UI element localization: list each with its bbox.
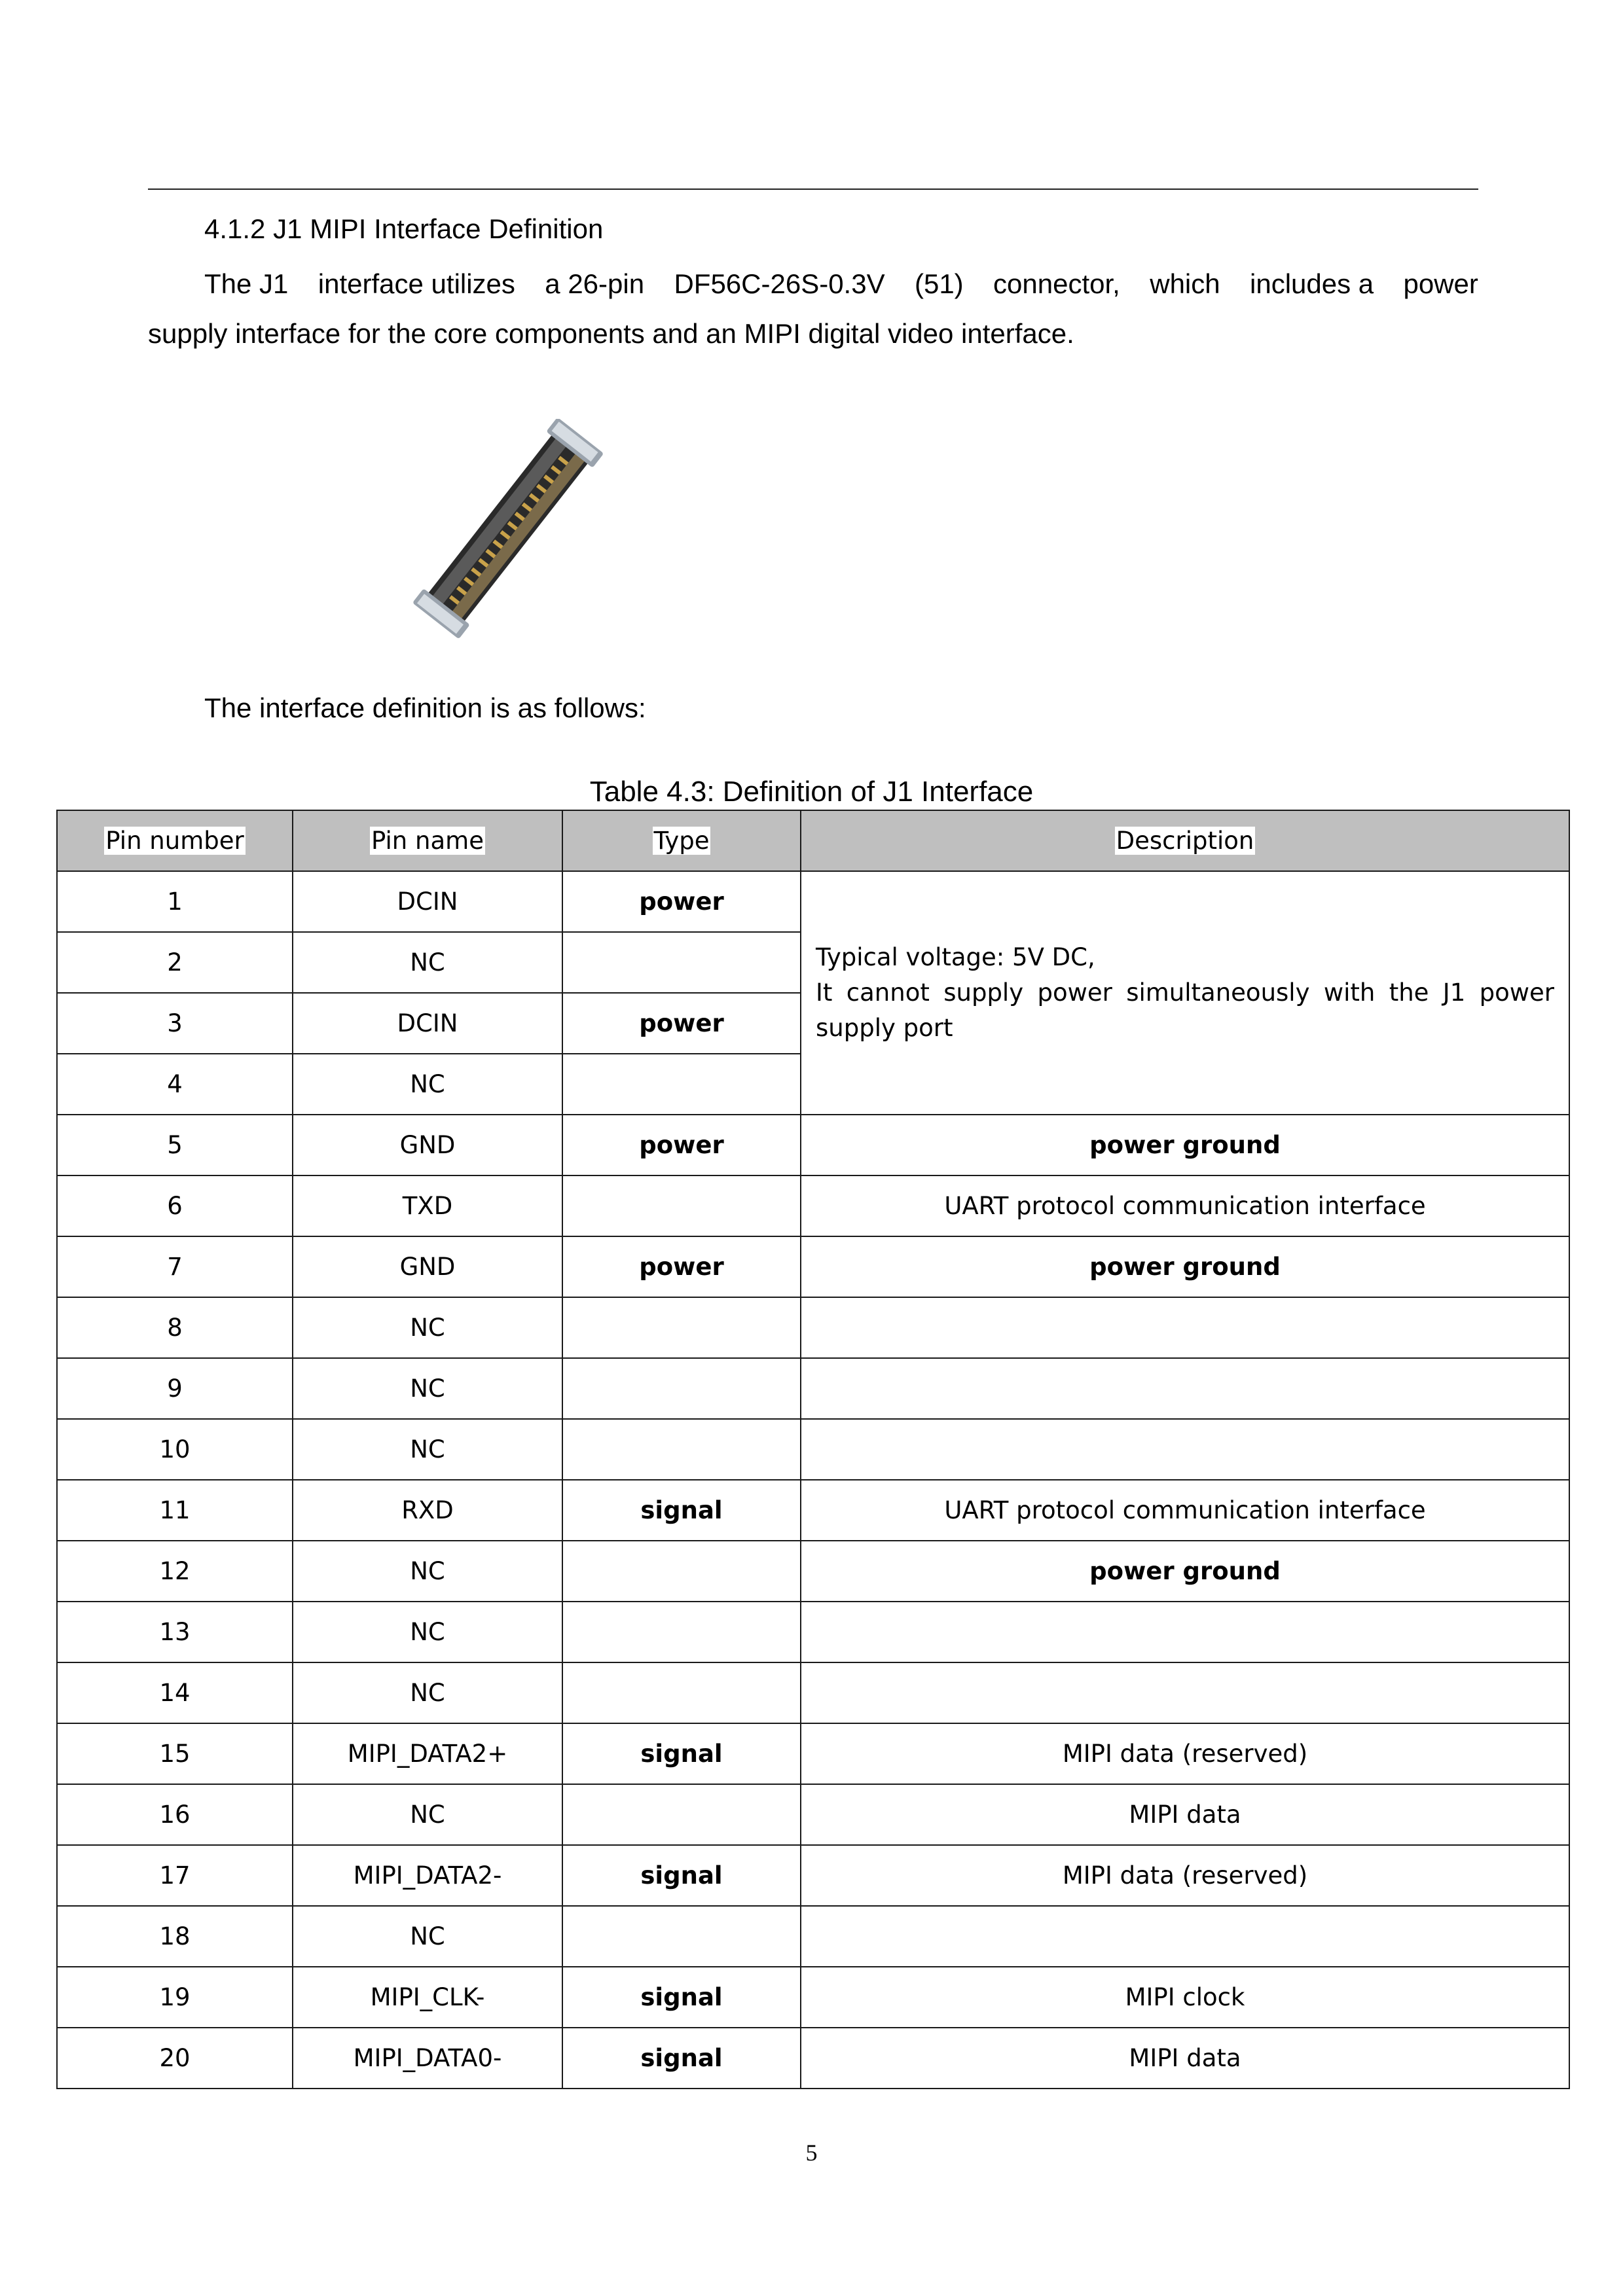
header-pin-name: Pin name [293,810,562,871]
table-row [57,2028,1569,2089]
paragraph-line-2: supply interface for the core components and an MIPI digital video interface. [148,318,1074,349]
table-body [57,871,1569,2089]
cell-type [562,1358,801,1419]
page-number: 5 [805,2140,818,2166]
table-caption: Table 4.3: Definition of J1 Interface [589,776,1034,808]
header-type: Type [562,810,801,871]
cell-description [801,1602,1569,1662]
cell-type [562,932,801,993]
cell-description: UART protocol communication interface [801,1480,1569,1541]
cell-pin-name: NC [293,1541,562,1602]
intro-paragraph [148,259,1478,359]
table-row [57,871,1569,932]
cell-pin-number: 20 [57,2028,293,2089]
cell-pin-number: 14 [57,1662,293,1723]
table-intro: The interface definition is as follows: [204,692,646,723]
cell-description: MIPI clock [801,1967,1569,2028]
cell-pin-name: NC [293,1054,562,1115]
cell-description: MIPI data (reserved) [801,1845,1569,1906]
cell-description: power ground [801,1236,1569,1297]
cell-description: UART protocol communication interface [801,1175,1569,1236]
table-header-row [57,810,1569,871]
cell-description [801,1419,1569,1480]
cell-pin-number: 3 [57,993,293,1054]
cell-description [801,1297,1569,1358]
cell-pin-number: 7 [57,1236,293,1297]
cell-type: signal [562,1480,801,1541]
cell-pin-number: 5 [57,1115,293,1175]
cell-pin-name: NC [293,1419,562,1480]
cell-description-merged [801,871,1569,1115]
cell-pin-number: 18 [57,1906,293,1967]
table-row [57,1723,1569,1784]
cell-pin-number: 4 [57,1054,293,1115]
cell-pin-number: 17 [57,1845,293,1906]
cell-type: signal [562,1723,801,1784]
cell-pin-number: 2 [57,932,293,993]
cell-pin-name: MIPI_CLK- [293,1967,562,2028]
cell-pin-number: 12 [57,1541,293,1602]
description-line: It cannot supply power simultaneously with the J1 power supply port [816,978,1554,1042]
table-row [57,1602,1569,1662]
cell-type: power [562,1236,801,1297]
cell-type: power [562,993,801,1054]
cell-pin-number: 15 [57,1723,293,1784]
cell-type [562,1541,801,1602]
cell-type [562,1906,801,1967]
table-row [57,1297,1569,1358]
cell-pin-name: MIPI_DATA0- [293,2028,562,2089]
cell-description [801,1906,1569,1967]
cell-pin-number: 8 [57,1297,293,1358]
cell-type [562,1297,801,1358]
connector-image [393,419,629,641]
table-row [57,1419,1569,1480]
cell-type [562,1054,801,1115]
table-row [57,1967,1569,2028]
cell-pin-name: NC [293,1906,562,1967]
table-row [57,1541,1569,1602]
cell-pin-number: 10 [57,1419,293,1480]
cell-description: MIPI data (reserved) [801,1723,1569,1784]
cell-pin-name: NC [293,1602,562,1662]
paragraph-word: (51) [914,268,964,299]
cell-pin-name: TXD [293,1175,562,1236]
cell-pin-number: 11 [57,1480,293,1541]
paragraph-word: includes a [1250,268,1374,299]
paragraph-word: The J1 [204,268,289,299]
table-row [57,1358,1569,1419]
cell-description: MIPI data [801,2028,1569,2089]
cell-pin-name: GND [293,1236,562,1297]
table-row [57,1662,1569,1723]
cell-pin-number: 13 [57,1602,293,1662]
header-rule [148,188,1478,190]
description-line: Typical voltage: 5V DC, [816,943,1095,971]
cell-type [562,1662,801,1723]
cell-description: power ground [801,1115,1569,1175]
table-row [57,1784,1569,1845]
cell-pin-name: MIPI_DATA2+ [293,1723,562,1784]
cell-description [801,1358,1569,1419]
cell-type [562,1175,801,1236]
cell-type [562,1602,801,1662]
cell-pin-name: DCIN [293,871,562,932]
cell-pin-number: 6 [57,1175,293,1236]
header-description: Description [801,810,1569,871]
pin-definition-table [56,810,1570,2089]
cell-description [801,1662,1569,1723]
header-pin-number: Pin number [57,810,293,871]
cell-pin-number: 16 [57,1784,293,1845]
cell-type: power [562,1115,801,1175]
cell-type: signal [562,2028,801,2089]
paragraph-word: interface utilizes [318,268,515,299]
table-row [57,1906,1569,1967]
paragraph-line-1 [148,259,1478,309]
cell-pin-name: DCIN [293,993,562,1054]
table-row [57,1480,1569,1541]
paragraph-word: DF56C-26S-0.3V [674,268,885,299]
table-row [57,1845,1569,1906]
cell-pin-name: NC [293,1662,562,1723]
cell-pin-number: 9 [57,1358,293,1419]
section-heading: 4.1.2 J1 MIPI Interface Definition [204,213,604,244]
cell-pin-name: NC [293,1358,562,1419]
cell-type [562,1419,801,1480]
paragraph-word: connector, [993,268,1120,299]
cell-type: signal [562,1967,801,2028]
table-row [57,1115,1569,1175]
paragraph-word: power [1403,268,1478,299]
table-row [57,1175,1569,1236]
cell-pin-name: GND [293,1115,562,1175]
cell-description: MIPI data [801,1784,1569,1845]
cell-pin-name: RXD [293,1480,562,1541]
cell-pin-number: 1 [57,871,293,932]
table-row [57,1236,1569,1297]
cell-pin-name: NC [293,1784,562,1845]
cell-pin-number: 19 [57,1967,293,2028]
cell-pin-name: NC [293,932,562,993]
cell-pin-name: MIPI_DATA2- [293,1845,562,1906]
cell-type: signal [562,1845,801,1906]
cell-type: power [562,871,801,932]
cell-pin-name: NC [293,1297,562,1358]
paragraph-word: a 26-pin [545,268,645,299]
paragraph-word: which [1150,268,1220,299]
cell-type [562,1784,801,1845]
cell-description: power ground [801,1541,1569,1602]
